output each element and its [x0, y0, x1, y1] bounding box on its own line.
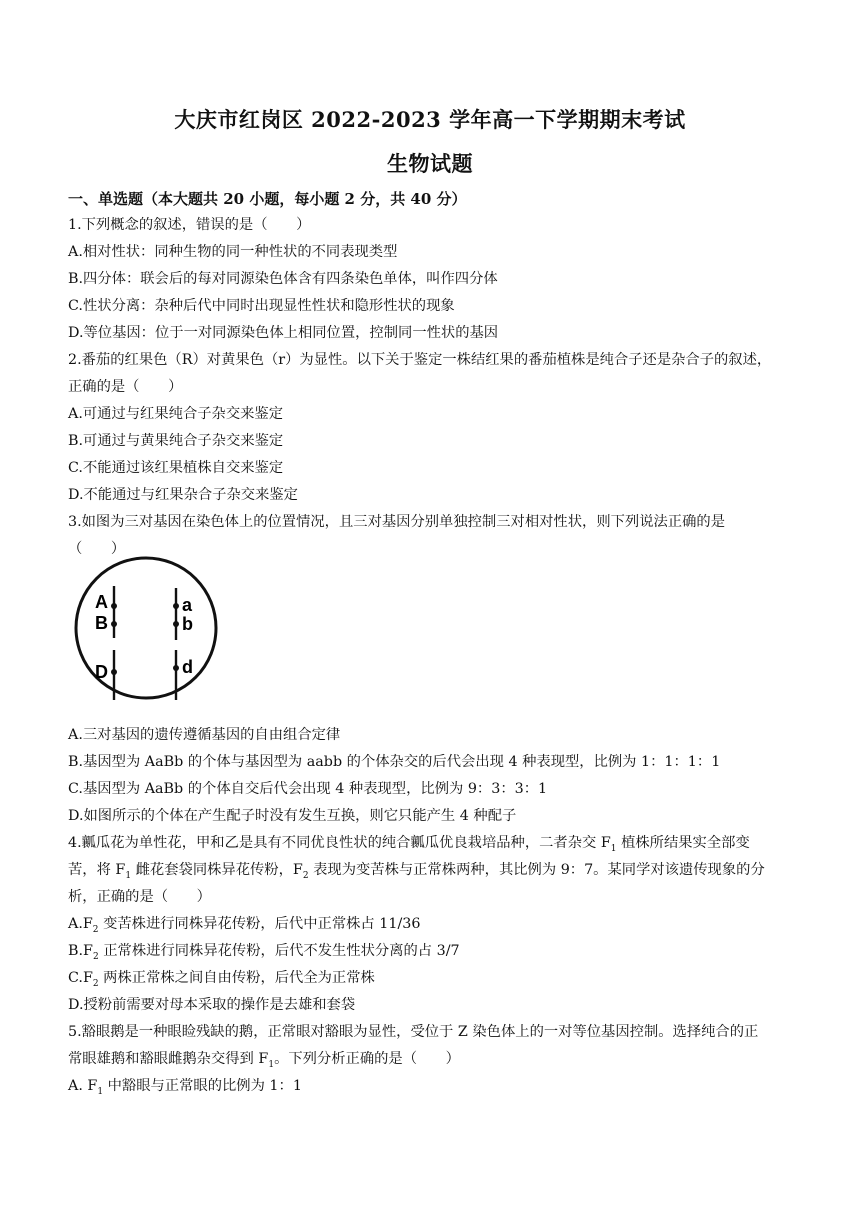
q4-stem-line2: 苦，将 $F_1$ 雌花套袋同株异花传粉，$F_2$ 表现为变苦株与正常株两种，其比例为 9：7。某同学对该遗传现象的分	[68, 862, 765, 881]
q2-stem-line1: 2.番茄的红果色（R）对黄果色（r）为显性。以下关于鉴定一株结红果的番茄植株是纯合子还是杂合子的叙述，	[68, 352, 772, 368]
q4-option-c: $C.F_2$ 两株正常株之间自由传粉，后代全为正常株	[68, 970, 375, 989]
locus-B	[111, 621, 117, 627]
q1-option-c: C.性状分离：杂种后代中同时出现显性性状和隐形性状的现象	[68, 298, 455, 314]
q2-option-a: A.可通过与红果纯合子杂交来鉴定	[68, 406, 284, 422]
q4-stem-line3: 析，正确的是（ ）	[68, 889, 211, 905]
locus-a	[173, 603, 179, 609]
q2-option-d: D.不能通过与红果杂合子杂交来鉴定	[68, 487, 298, 503]
q2-stem-line2: 正确的是（ ）	[68, 379, 183, 395]
locus-d	[173, 665, 179, 671]
gene-label-a: a	[182, 595, 193, 615]
q1-option-d: D.等位基因：位于一对同源染色体上相同位置，控制同一性状的基因	[68, 325, 499, 341]
page-title: 大庆市红岗区 2022-2023 学年高一下学期期末考试	[174, 107, 686, 132]
q3-option-d: D.如图所示的个体在产生配子时没有发生互换，则它只能产生 4 种配子	[68, 808, 517, 824]
q4-option-d: D.授粉前需要对母本采取的操作是去雄和套袋	[68, 997, 356, 1013]
q4-option-b: $B.F_2$ 正常株进行同株异花传粉，后代不发生性状分离的占 3/7	[68, 943, 460, 962]
locus-b	[173, 621, 179, 627]
q1-stem: 1.下列概念的叙述，错误的是（ ）	[68, 217, 311, 233]
q3-option-a: A.三对基因的遗传遵循基因的自由组合定律	[68, 727, 341, 743]
gene-label-D: D	[95, 662, 108, 682]
q3-option-b: B.基因型为 AaBb 的个体与基因型为 aabb 的个体杂交的后代会出现 4 种表现型，比例为 1：1：1：1	[68, 754, 721, 770]
q5-stem-line1: 5.豁眼鹅是一种眼睑残缺的鹅，正常眼对豁眼为显性，受位于 Z 染色体上的一对等位基因控制。选择纯合的正	[68, 1024, 759, 1040]
q2-option-c: C.不能通过该红果植株自交来鉴定	[68, 460, 284, 476]
gene-label-B: B	[95, 613, 108, 633]
q5-option-a: A. $F_1$ 中豁眼与正常眼的比例为 1：1	[68, 1078, 302, 1097]
locus-D	[111, 669, 117, 675]
gene-label-b: b	[182, 614, 193, 634]
page-subtitle: 生物试题	[387, 151, 473, 176]
q1-option-b: B.四分体：联会后的每对同源染色体含有四条染色单体，叫作四分体	[68, 271, 498, 287]
section-heading: 一、单选题（本大题共 20 小题，每小题 2 分，共 40 分）	[68, 190, 467, 208]
gene-label-A: A	[95, 592, 108, 612]
gene-label-d: d	[182, 657, 193, 677]
q3-option-c: C.基因型为 AaBb 的个体自交后代会出现 4 种表现型，比例为 9：3：3：1	[68, 781, 548, 797]
q4-option-a: $A.F_2$ 变苦株进行同株异花传粉，后代中正常株占 11/36	[68, 916, 421, 935]
q2-option-b: B.可通过与黄果纯合子杂交来鉴定	[68, 433, 284, 449]
chromosome-figure	[68, 556, 228, 716]
q3-stem-line2: （ ）	[68, 541, 126, 557]
q4-stem-line1: 4.瓤瓜花为单性花，甲和乙是具有不同优良性状的纯合瓤瓜优良栽培品种，二者杂交 $F_1$ 植株所结果实全部变	[68, 835, 750, 854]
q5-stem-line2: 常眼雄鹅和豁眼雌鹅杂交得到 $F_1$。下列分析正确的是（ ）	[68, 1051, 460, 1070]
q1-option-a: A.相对性状：同种生物的同一种性状的不同表现类型	[68, 244, 398, 260]
q3-stem-line1: 3.如图为三对基因在染色体上的位置情况，且三对基因分别单独控制三对相对性状，则下列说法正确的是	[68, 514, 725, 530]
locus-A	[111, 603, 117, 609]
